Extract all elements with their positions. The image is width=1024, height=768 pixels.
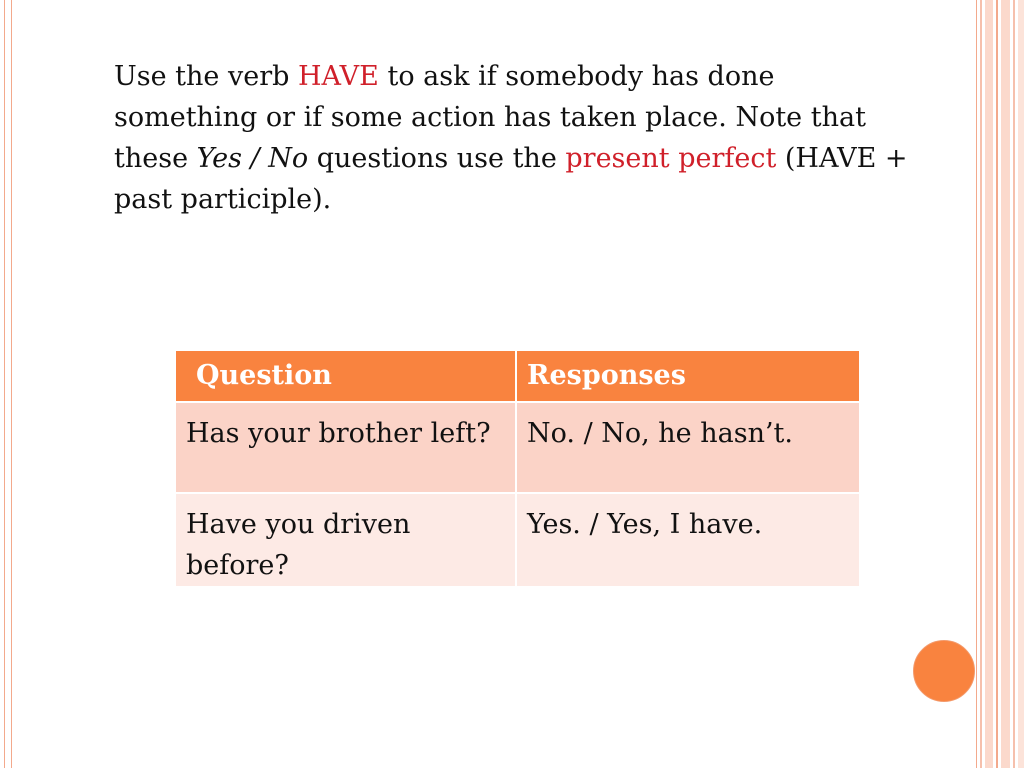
- question-cell: Has your brother left?: [176, 403, 517, 494]
- header-responses: Responses: [517, 351, 859, 403]
- table-header-row: [176, 351, 859, 403]
- table-row: [176, 494, 859, 586]
- question-response-table: [176, 351, 859, 586]
- stripe: [996, 0, 998, 768]
- stripe: [1013, 0, 1015, 768]
- intro-text: Use the verb: [114, 61, 298, 92]
- italic-yes-no: Yes / No: [196, 143, 309, 174]
- header-question: Question: [176, 351, 517, 403]
- stripe: [976, 0, 977, 768]
- highlight-present-perfect: present perfect: [565, 143, 777, 174]
- right-stripe-decoration: [976, 0, 1024, 768]
- decorative-circle: [913, 640, 975, 702]
- intro-text: questions use the: [308, 143, 566, 174]
- response-cell: Yes. / Yes, I have.: [517, 494, 859, 586]
- intro-text: (HAVE + past participle).: [114, 143, 908, 215]
- stripe: [980, 0, 982, 768]
- stripe: [985, 0, 993, 768]
- table-row: [176, 403, 859, 494]
- stripe: [1001, 0, 1010, 768]
- highlight-have: HAVE: [297, 61, 379, 92]
- left-border-decoration: [4, 0, 12, 768]
- response-cell: No. / No, he hasn’t.: [517, 403, 859, 494]
- stripe: [1018, 0, 1024, 768]
- question-cell: Have you driven before?: [176, 494, 517, 586]
- intro-paragraph: [114, 56, 914, 220]
- intro-text: to ask if somebody has done something or if some action has taken place. Note that these: [114, 61, 866, 174]
